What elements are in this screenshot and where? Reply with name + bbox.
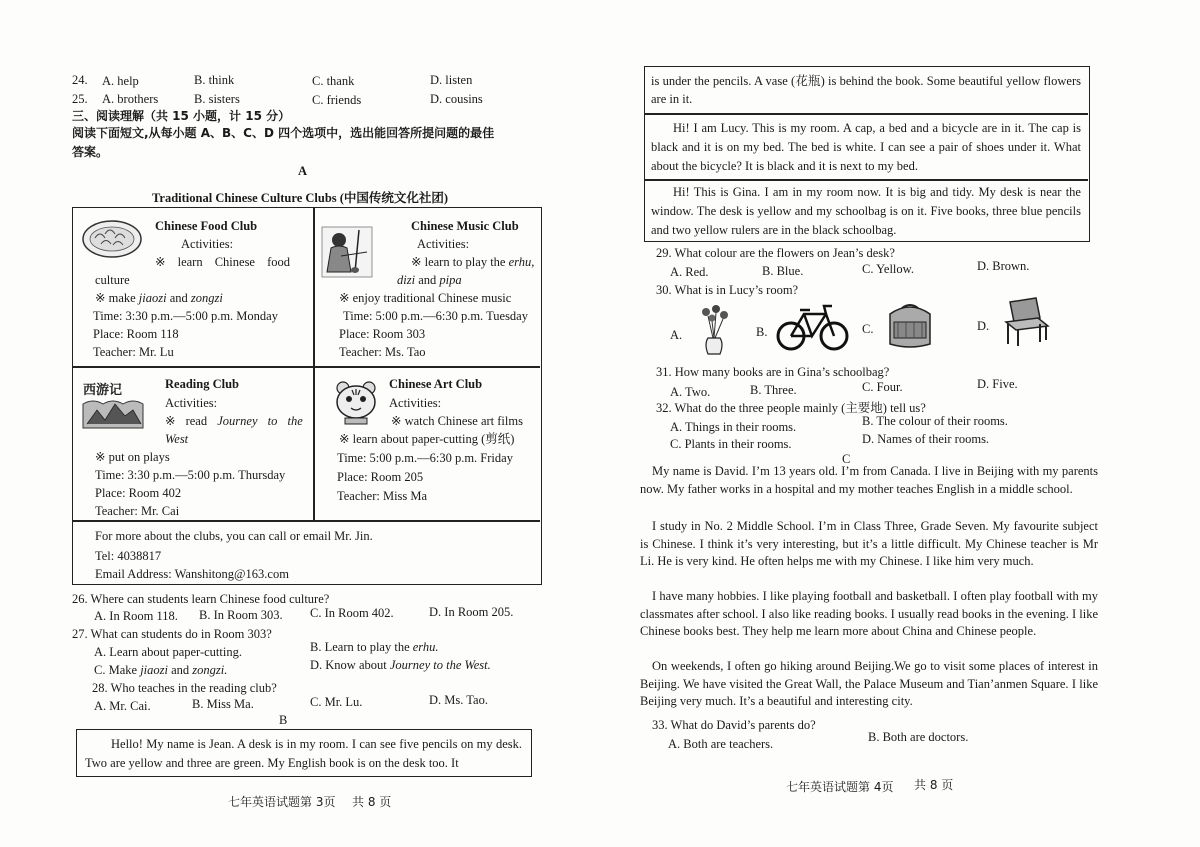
q26-option-c: C. In Room 402. [310,606,394,620]
left-footer-total: 共 8 页 [352,795,392,809]
left-footer-page: 七年英语试题第 3页 [228,795,336,809]
section-heading: 三、阅读理解（共 15 小题，计 15 分） [72,109,291,123]
food-club-activity-2: ※ make jiaozi and zongzi [95,291,223,305]
right-page [600,0,1200,847]
q31-option-c: C. Four. [862,380,903,394]
q25-option-b: B. sisters [194,92,240,106]
reading-club-activities: Activities: [165,396,218,410]
chair-icon [996,296,1054,348]
reading-club-activity-1-cont: West [165,432,189,446]
q27-stem: 27. What can students do in Room 303? [72,627,272,641]
q25-option-c: C. friends [312,93,362,107]
q29-option-d: D. Brown. [977,259,1030,273]
jean-passage: Hello! My name is Jean. A desk is in my room. I can see five pencils on my desk. Two are yellow and three are green. My English book is on the desk too. It [85,737,522,770]
q32-option-d: D. Names of their rooms. [862,432,990,446]
lucy-passage: Hi! I am Lucy. This is my room. A cap, a bed and a bicycle are in it. The cap is black and it is on my bed. The bed is white. I can see a pair of shoes under it. What about the bicycle? It is black and it is next to my bed. [651,121,1081,173]
art-club-name: Chinese Art Club [389,377,483,391]
q30-option-b-label: B. [756,325,768,339]
erhu-player-icon [321,226,373,278]
food-club-place: Place: Room 118 [93,327,179,341]
vase-of-flowers-icon [696,304,732,358]
part-c-label: C [842,452,851,466]
art-club-activity-1: ※ watch Chinese art films [391,414,523,428]
q31-option-b: B. Three. [750,383,797,397]
q28-option-c: C. Mr. Lu. [310,695,363,709]
reading-club-activity-1: ※ read Journey to the [165,414,303,428]
q27-option-b: B. Learn to play the erhu. [310,640,439,654]
instruction-line-2: 答案。 [72,145,109,159]
dumpling-plate-icon [81,218,143,260]
art-club-activities: Activities: [389,396,442,410]
food-club-teacher: Teacher: Mr. Lu [93,345,174,359]
q25-option-d: D. cousins [430,92,483,106]
food-club-activities: Activities: [181,237,234,251]
q32-stem: 32. What do the three people mainly (主要地) tell us? [656,401,926,415]
passage-b-box [644,66,1090,242]
table-divider-bottom [73,520,540,522]
music-club-activity-1-cont: dizi and pipa [397,273,462,287]
reading-club-time: Time: 3:30 p.m.—5:00 p.m. Thursday [95,468,286,482]
david-paragraph-1: My name is David. I’m 13 years old. I’m from Canada. I live in Beijing with my parents now. My father works in a hospital and my mother teaches English in a middle school. [640,464,1098,496]
q30-stem: 30. What is in Lucy’s room? [656,283,799,297]
bicycle-icon [776,300,850,354]
gina-passage: Hi! This is Gina. I am in my room now. It is big and tidy. My desk is near the window. The desk is yellow and my schoolbag is on it. Five books, three blue pencils and two yellow rulers are in the black schoolbag. [651,185,1081,237]
art-club-activity-2: ※ learn about paper-cutting (剪纸) [339,432,515,446]
david-paragraph-2: I study in No. 2 Middle School. I’m in Class Three, Grade Seven. My favourite subject is Chinese. I think it’s very interesting, but it’s a little difficult. My Chinese teacher is Mr Li. He is very kind. He often helps me with my Chinese. I like him very much. [640,519,1098,568]
jean-passage-box [76,729,532,777]
table-title: Traditional Chinese Culture Clubs (中国传统文化社团) [152,191,449,205]
food-club-activity-1: ※ learn Chinese food [155,255,291,269]
journey-to-the-west-book-icon [79,380,147,436]
q26-option-d: D. In Room 205. [429,605,514,619]
q24-option-d: D. listen [430,73,473,87]
q28-option-a: A. Mr. Cai. [94,699,151,713]
passage-b-divider-1 [645,113,1088,115]
jean-passage-continued: is under the pencils. A vase (花瓶) is behind the book. Some beautiful yellow flowers are in it. [651,74,1081,106]
schoolbag-icon [884,302,936,350]
music-club-activity-2: ※ enjoy traditional Chinese music [339,291,512,305]
music-club-activity-1: ※ learn to play the erhu, [411,255,535,269]
q25-option-a: A. brothers [102,92,159,106]
q24-option-a: A. help [102,74,139,88]
contact-email: Email Address: Wanshitong@163.com [95,567,289,581]
q28-stem: 28. Who teaches in the reading club? [92,681,277,695]
part-b-label: B [279,713,288,727]
food-club-time: Time: 3:30 p.m.—5:00 p.m. Monday [93,309,278,323]
q32-option-c: C. Plants in their rooms. [670,437,792,451]
music-club-teacher: Teacher: Ms. Tao [339,345,426,359]
food-club-activity-1-cont: culture [95,273,130,287]
q29-option-b: B. Blue. [762,264,804,278]
instruction-line-1: 阅读下面短文,从每小题 A、B、C、D 四个选项中，选出能回答所提问题的最佳 [72,126,495,140]
q32-option-b: B. The colour of their rooms. [862,414,1008,428]
q26-option-a: A. In Room 118. [94,609,178,623]
q30-option-c-label: C. [862,322,874,336]
tiger-art-icon [331,378,381,426]
q29-option-c: C. Yellow. [862,262,914,276]
q24-number: 24. [72,73,88,87]
part-a-label: A [298,164,308,178]
art-club-cell [315,368,541,520]
q28-option-d: D. Ms. Tao. [429,693,488,707]
david-paragraph-3: I have many hobbies. I like playing football and basketball. I often play football with my classmates after school. I also like reading books. I usually read books in the evening. I like Chinese books best. They help me learn more about China and Chinese people. [640,589,1098,638]
q26-stem: 26. Where can students learn Chinese food culture? [72,592,330,606]
q27-option-c: C. Make jiaozi and zongzi. [94,663,228,677]
q32-option-a: A. Things in their rooms. [670,420,797,434]
q26-option-b: B. In Room 303. [199,608,283,622]
q33-stem: 33. What do David’s parents do? [652,718,816,732]
music-club-time: Time: 5:00 p.m.—6:30 p.m. Tuesday [343,309,528,323]
q31-option-a: A. Two. [670,385,711,399]
q29-stem: 29. What colour are the flowers on Jean’s desk? [656,246,895,260]
music-club-place: Place: Room 303 [339,327,426,341]
q24-option-c: C. thank [312,74,355,88]
reading-club-cell [73,368,313,520]
q28-option-b: B. Miss Ma. [192,697,254,711]
q25-number: 25. [72,92,88,106]
art-club-teacher: Teacher: Miss Ma [337,489,428,503]
q33-option-a: A. Both are teachers. [668,737,774,751]
right-footer-page: 七年英语试题第 4页 [786,780,894,794]
music-club-cell [315,208,541,366]
q27-option-d: D. Know about Journey to the West. [310,658,491,672]
food-club-cell [73,208,313,366]
q30-option-d-label: D. [977,319,990,333]
reading-club-activity-2: ※ put on plays [95,450,170,464]
david-paragraph-4: On weekends, I often go hiking around Beijing.We go to visit some places of interest in Beijing. We have visited the Great Wall, the Palace Museum and Tian’anmen Square. I like Beijing very much. It’s a beautiful and interesting city. [640,659,1098,708]
food-club-name: Chinese Food Club [155,219,258,233]
reading-club-name: Reading Club [165,377,239,391]
q29-option-a: A. Red. [670,265,709,279]
art-club-time: Time: 5:00 p.m.—6:30 p.m. Friday [337,451,513,465]
q31-option-d: D. Five. [977,377,1018,391]
contact-line: For more about the clubs, you can call or email Mr. Jin. [95,529,373,543]
q31-stem: 31. How many books are in Gina’s schoolbag? [656,365,890,379]
art-club-place: Place: Room 205 [337,470,424,484]
q33-option-b: B. Both are doctors. [868,730,969,744]
music-club-activities: Activities: [417,237,470,251]
contact-tel: Tel: 4038817 [95,549,162,563]
q30-option-a-label: A. [670,328,683,342]
music-club-name: Chinese Music Club [411,219,519,233]
right-footer-total: 共 8 页 [914,778,954,792]
reading-club-place: Place: Room 402 [95,486,182,500]
passage-b-divider-2 [645,179,1088,181]
book-title-cn: 西游记 [83,383,123,398]
q27-option-a: A. Learn about paper-cutting. [94,645,242,659]
q24-option-b: B. think [194,73,235,87]
clubs-table [72,207,542,585]
reading-club-teacher: Teacher: Mr. Cai [95,504,180,518]
